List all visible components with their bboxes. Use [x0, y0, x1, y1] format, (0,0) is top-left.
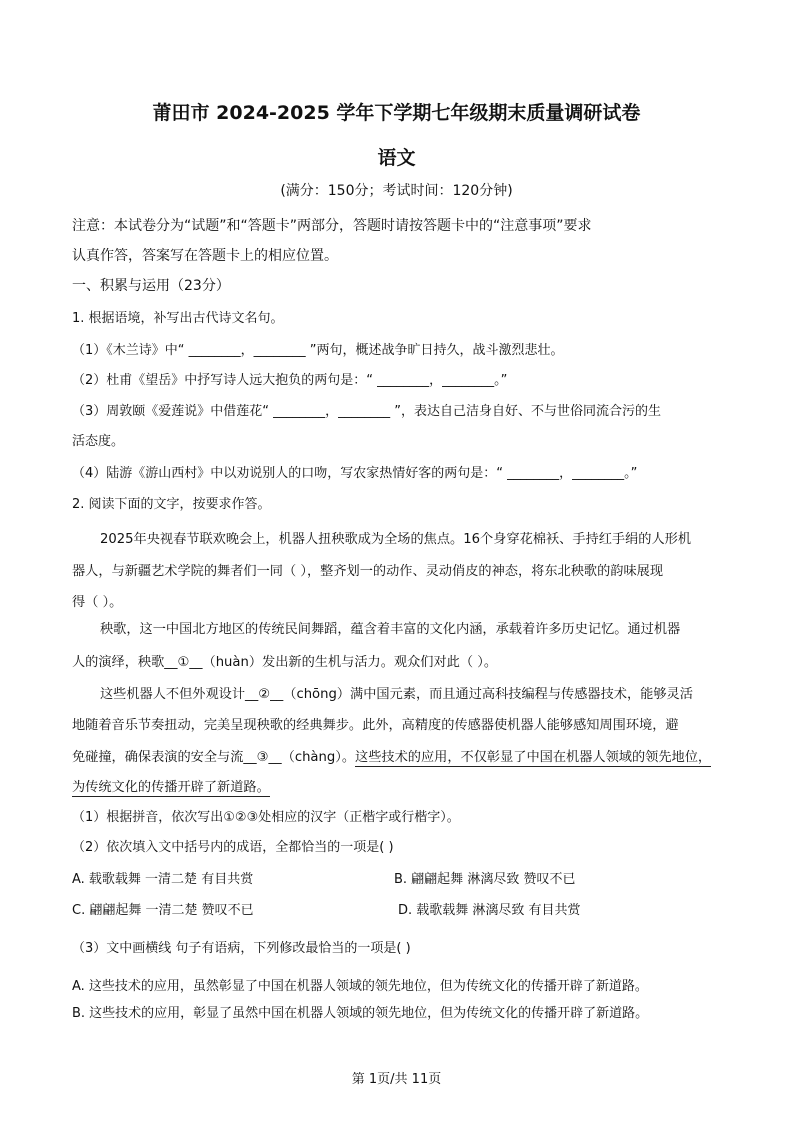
- q1-item-3a: （3）周敦颐《爱莲说》中借莲花“ ________，________ ”，表达自己洁身自好、不与世俗同流合污的生: [72, 404, 662, 419]
- passage-p1-line-3: 得（ ）。: [72, 595, 123, 610]
- section-heading: 一、积累与运用（23分）: [72, 278, 230, 294]
- page-number: 第 1页/共 11页: [351, 1072, 442, 1087]
- passage-p3-line-2: 地随着音乐节奏扭动，完美呈现秧歌的经典舞步。此外，高精度的传感器使机器人能够感知周围环境，避: [72, 718, 679, 733]
- q2-sub-3: （3）文中画横线 句子有语病，下列修改最恰当的一项是( ): [72, 941, 411, 956]
- q1-item-1: （1）《木兰诗》中“ ________，________ ”两句，概述战争旷日持久，战斗激烈悲壮。: [72, 343, 564, 358]
- passage-p1-line-1: 2025年央视春节联欢晚会上，机器人扭秧歌成为全场的焦点。16个身穿花棉袄、手持红手绢的人形机: [100, 532, 692, 547]
- passage-p3-line-1: 这些机器人不但外观设计__②__（chōng）满中国元素，而且通过高科技编程与传感器技术，能够灵活: [100, 687, 693, 702]
- q2-sub-1: （1）根据拼音，依次写出①②③处相应的汉字（正楷字或行楷字）。: [72, 810, 460, 825]
- passage-p1-line-2: 器人，与新疆艺术学院的舞者们一同（ ），整齐划一的动作、灵动俏皮的神态，将东北秧歌的韵味展现: [72, 564, 664, 579]
- q2-sub-2: （2）依次填入文中括号内的成语，全都恰当的一项是( ): [72, 840, 394, 855]
- option-a: A. 载歌载舞 一清二楚 有目共赏: [72, 872, 254, 887]
- q1-item-4: （4）陆游《游山西村》中以劝说别人的口吻，写农家热情好客的两句是：“ ________，________。”: [72, 466, 638, 481]
- passage-p3-line-3-text: 免碰撞，确保表演的安全与流__③__（chàng）。: [72, 750, 356, 765]
- underlined-sentence-part-2: 为传统文化的传播开辟了新道路。: [72, 780, 270, 795]
- exam-title: 莆田市 2024-2025 学年下学期七年级期末质量调研试卷: [152, 102, 641, 124]
- underlined-sentence-part-1: 这些技术的应用，不仅彰显了中国在机器人领域的领先地位，: [355, 750, 712, 765]
- passage-p3-line-4: [72, 776, 270, 795]
- option-b: B. 翩翩起舞 淋漓尽致 赞叹不已: [394, 872, 576, 887]
- notice-line-1: 注意：本试卷分为“试题”和“答题卡”两部分，答题时请按答题卡中的“注意事项”要求: [72, 218, 592, 234]
- q1-item-2: （2）杜甫《望岳》中抒写诗人远大抱负的两句是：“ ________，________。”: [72, 373, 508, 388]
- passage-p3-line-3: [72, 746, 711, 765]
- passage-p2-line-2: 人的演绎，秧歌__①__（huàn）发出新的生机与活力。观众们对此（ ）。: [72, 655, 498, 670]
- q1-item-3b: 活态度。: [72, 434, 125, 449]
- notice-line-2: 认真作答，答案写在答题卡上的相应位置。: [72, 248, 338, 264]
- sub3-option-a: A. 这些技术的应用，虽然彰显了中国在机器人领域的领先地位，但为传统文化的传播开辟了新道路。: [72, 979, 648, 994]
- exam-meta: (满分：150分；考试时间：120分钟): [280, 183, 513, 199]
- option-d: D. 载歌载舞 淋漓尽致 有目共赏: [398, 903, 581, 918]
- option-c: C. 翩翩起舞 一清二楚 赞叹不已: [72, 903, 254, 918]
- sub3-option-b: B. 这些技术的应用，彰显了虽然中国在机器人领域的领先地位，但为传统文化的传播开辟了新道路。: [72, 1006, 649, 1021]
- passage-p2-line-1: 秧歌，这一中国北方地区的传统民间舞蹈，蕴含着丰富的文化内涵，承载着许多历史记忆。通过机器: [100, 622, 681, 637]
- q1-stem: 1. 根据语境，补写出古代诗文名句。: [72, 311, 284, 326]
- subject-title: 语文: [377, 147, 416, 169]
- q2-stem: 2. 阅读下面的文字，按要求作答。: [72, 497, 271, 512]
